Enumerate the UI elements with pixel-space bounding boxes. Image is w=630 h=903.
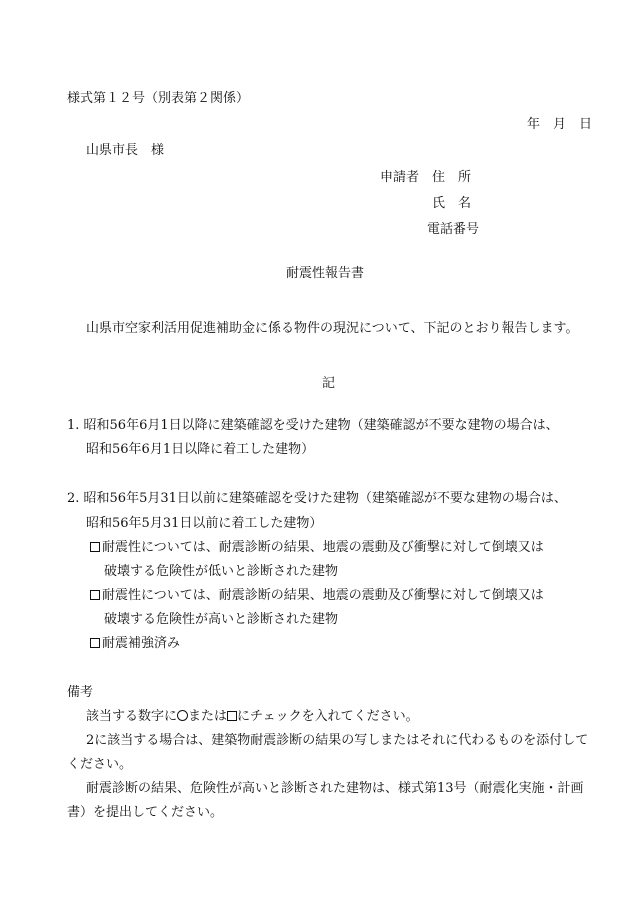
date-line: 年 月 日 bbox=[527, 117, 593, 132]
option-reinforced-text: 耐震補強済み bbox=[102, 636, 181, 651]
option-high-risk bbox=[90, 588, 544, 604]
note-1-text-b: または bbox=[188, 709, 228, 724]
note-2-line2: ください。 bbox=[67, 757, 133, 772]
circle-mark-icon bbox=[177, 710, 188, 721]
option-low-risk-line2: 破壊する危険性が低いと診断された建物 bbox=[104, 564, 339, 579]
item1-line2: 昭和56年6月1日以降に着工した建物） bbox=[86, 442, 315, 457]
low-risk-checkbox[interactable] bbox=[90, 542, 100, 552]
phone-label: 電話番号 bbox=[427, 222, 480, 237]
item2-line1: 2. 昭和56年5月31日以前に建築確認を受けた建物（建築確認が不要な建物の場合は、 bbox=[67, 491, 567, 506]
reinforced-checkbox[interactable] bbox=[90, 638, 100, 648]
option-high-risk-line2: 破壊する危険性が高いと診断された建物 bbox=[104, 612, 339, 627]
option-low-risk bbox=[90, 540, 544, 556]
note-1-text-c: にチェックを入れてください。 bbox=[237, 709, 419, 724]
option-reinforced bbox=[90, 636, 180, 652]
note-3-line1: 耐震診断の結果、危険性が高いと診断された建物は、様式第13号（耐震化実施・計画 bbox=[86, 781, 584, 796]
notes-heading: 備考 bbox=[67, 685, 94, 700]
option-low-risk-text: 耐震性については、耐震診断の結果、地震の震動及び衝撃に対して倒壊又は bbox=[102, 540, 544, 555]
ki-heading: 記 bbox=[322, 376, 336, 391]
page-title: 耐震性報告書 bbox=[286, 266, 365, 281]
high-risk-checkbox[interactable] bbox=[90, 590, 100, 600]
item2-line2: 昭和56年5月31日以前に着工した建物） bbox=[86, 516, 323, 531]
address-label: 住 所 bbox=[432, 170, 472, 185]
form-number: 様式第１２号（別表第２関係） bbox=[67, 91, 250, 106]
note-1-text-a: 該当する数字に bbox=[86, 709, 178, 724]
note-2-line1: 2に該当する場合は、建築物耐震診断の結果の写しまたはそれに代わるものを添付して bbox=[86, 733, 589, 748]
name-label: 氏 名 bbox=[432, 196, 472, 211]
intro-text: 山県市空家利活用促進補助金に係る物件の現況について、下記のとおり報告します。 bbox=[86, 321, 579, 336]
addressee: 山県市長 様 bbox=[86, 143, 165, 158]
option-high-risk-text: 耐震性については、耐震診断の結果、地震の震動及び衝撃に対して倒壊又は bbox=[102, 588, 544, 603]
item1-line1: 1. 昭和56年6月1日以降に建築確認を受けた建物（建築確認が不要な建物の場合は、 bbox=[67, 418, 559, 433]
applicant-label: 申請者 bbox=[380, 170, 420, 185]
note-1 bbox=[86, 709, 419, 725]
square-mark-icon bbox=[227, 711, 237, 721]
note-3-line2: 書）を提出してください。 bbox=[67, 805, 224, 820]
